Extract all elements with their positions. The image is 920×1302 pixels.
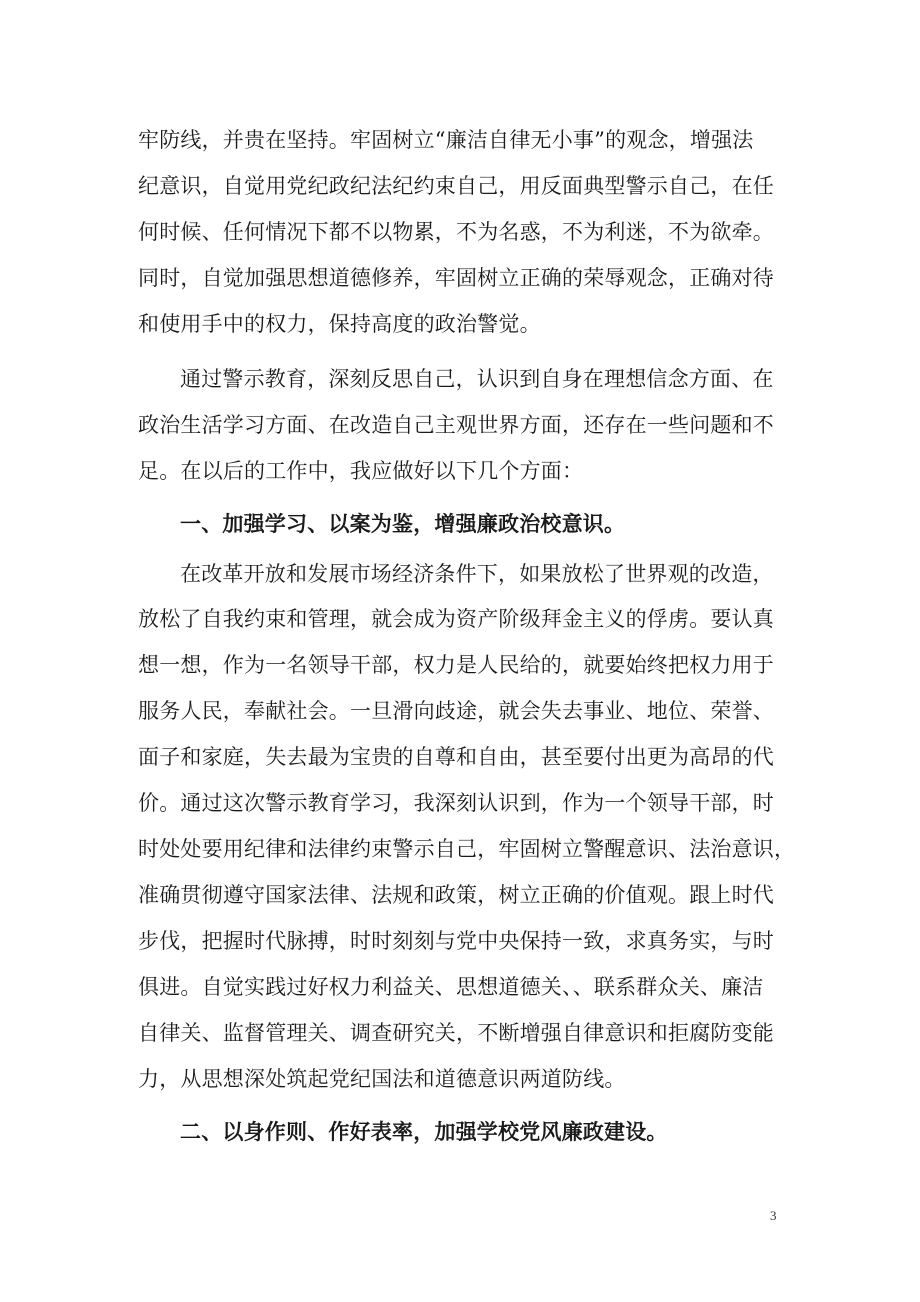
body-text-line: 和使用手中的权力，保持高度的政治警觉。: [138, 312, 541, 336]
body-text-line: 时处处要用纪律和法律约束警示自己，牢固树立警醒意识、法治意识，: [138, 837, 796, 861]
body-text-line: 政治生活学习方面、在改造自己主观世界方面，还存在一些问题和不: [138, 413, 774, 437]
body-text-line: 俱进。自觉实践过好权力利益关、思想道德关、、联系群众关、廉洁: [138, 975, 764, 999]
body-text-line: 想一想，作为一名领导干部，权力是人民给的，就要始终把权力用于: [138, 653, 774, 677]
body-text-line: 牢防线，并贵在坚持。牢固树立“廉洁自律无小事”的观念，增强法: [138, 128, 754, 152]
body-text-line: 准确贯彻遵守国家法律、法规和政策，树立正确的价值观。跟上时代: [138, 883, 774, 907]
body-text-line: 力，从思想深处筑起党纪国法和道德意识两道防线。: [138, 1067, 626, 1091]
body-text-line: 自律关、监督管理关、调查研究关，不断增强自律意识和拒腐防变能: [138, 1021, 774, 1045]
body-text-line: 同时，自觉加强思想道德修养，牢固树立正确的荣辱观念，正确对待: [138, 266, 774, 290]
body-text-line: 放松了自我约束和管理，就会成为资产阶级拜金主义的俘虏。要认真: [138, 607, 774, 631]
body-text-line: 服务人民，奉献社会。一旦滑向歧途，就会失去事业、地位、荣誉、: [138, 699, 774, 723]
paragraph-start-line: 在改革开放和发展市场经济条件下，如果放松了世界观的改造，: [180, 562, 774, 586]
body-text-line: 步伐，把握时代脉搏，时时刻刻与党中央保持一致，求真务实，与时: [138, 929, 774, 953]
section-heading-2: 二、以身作则、作好表率，加强学校党风廉政建设。: [180, 1119, 668, 1144]
page-number: 3: [770, 1208, 777, 1223]
paragraph-start-line: 通过警示教育，深刻反思自己，认识到自身在理想信念方面、在: [180, 367, 774, 391]
body-text-line: 足。在以后的工作中，我应做好以下几个方面：: [138, 459, 584, 483]
section-heading-1: 一、加强学习、以案为鉴，增强廉政治校意识。: [180, 511, 626, 536]
body-text-line: 纪意识，自觉用党纪政纪法纪约束自己，用反面典型警示自己，在任: [138, 174, 774, 198]
body-text-line: 面子和家庭，失去最为宝贵的自尊和自由，甚至要付出更为高昂的代: [138, 745, 774, 769]
body-text-line: 价。通过这次警示教育学习，我深刻认识到，作为一个领导干部，时: [138, 791, 774, 815]
body-text-line: 何时候、任何情况下都不以物累，不为名惑，不为利迷，不为欲牵。: [138, 220, 774, 244]
